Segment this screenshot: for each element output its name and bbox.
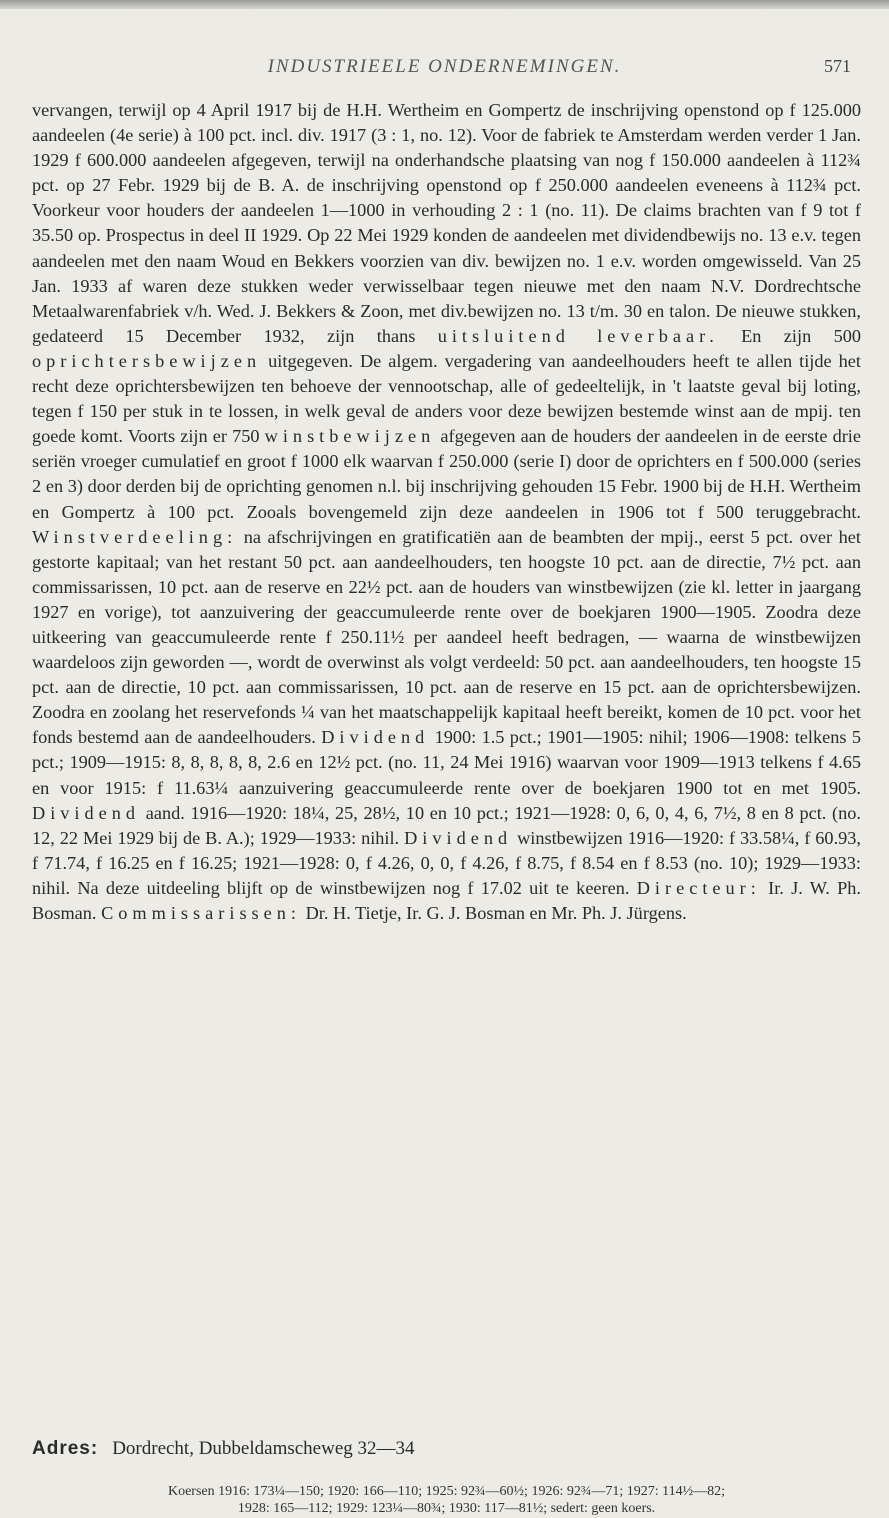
koersen-line-2: 1928: 165—112; 1929: 123¼—80¾; 1930: 117—81½; sedert: geen koers.	[237, 1501, 656, 1516]
address-label: Adres:	[32, 1438, 99, 1459]
text-segment: aand. 1916—1920: 18¼, 25, 28½, 10 en 10 pct.; 1921—1928: 0, 6, 0, 4, 6, 7½, 8 en 8 pct. (no. 12, 22 Mei 1929 bij de B. A.); 1929—1933: nihil.	[32, 802, 861, 848]
text-segment: Dr. H. Tietje, Ir. G. J. Bosman en Mr. Ph. J. Jürgens.	[305, 903, 687, 923]
text-segment: winstbewijzen 1916—1920: f 33.58¼, f 60.93, f 71.74, f 16.25 en f 16.25; 1921—1928: 0, f 4.26, 0, 0, f 4.26, f 8.75, f 8.54 en f 8.53 (no. 10); 1929—1933: nihil. Na deze uitdeeling blijft op de winstbewijzen nog f 17.02 uit te keeren.	[32, 827, 861, 898]
address-line	[32, 1438, 861, 1460]
text-segment: 1900: 1.5 pct.; 1901—1905: nihil; 1906—1908: telkens 5 pct.; 1909—1915: 8, 8, 8, 8, 8, 2.6 en 12½ pct. (no. 11, 24 Mei 1916) waarvan voor 1909—1913 telkens f 4.65 en voor 1915: f 11.63¼ aanzuivering geaccumuleerde rente over de boekjaren 1900 tot en met 1905.	[32, 727, 861, 798]
spaced-term: Dividend	[404, 827, 513, 848]
spaced-term: Dividend	[321, 727, 430, 748]
spaced-term: Directeur:	[636, 877, 761, 898]
koersen-footnote	[32, 1483, 861, 1517]
text-segment: uitgegeven. De algem. vergadering van aandeelhouders heeft te allen tijde het recht deze oprichtersbewijzen ten behoeve der vennootschap, alle of gedeeltelijk, in 't laatste geval bij loting, tegen f 150 per stuk in te lossen, in welk geval de anders voor deze bewijzen bestemde winst aan de mpij. ten goede komt. Voorts zijn er 750	[32, 350, 861, 447]
body-text	[32, 98, 861, 926]
page-header	[0, 56, 889, 90]
main-paragraph	[32, 98, 861, 926]
spaced-term: oprichtersbewijzen	[32, 350, 262, 371]
spaced-term: uitsluitend leverbaar.	[437, 325, 719, 346]
page-number: 571	[824, 56, 851, 76]
text-segment: Ir. J. W. Ph. Bosman.	[32, 877, 862, 923]
running-head: INDUSTRIEELE ONDERNEMINGEN.	[267, 56, 622, 77]
text-segment: na afschrijvingen en gratificatiën aan de beambten der mpij., eerst 5 pct. over het gestorte kapitaal; van het restant 50 pct. aan aandeelhouders, ten hoogste 10 pct. aan de directie, 7½ pct. aan commissarissen, 10 pct. aan de reserve en 22½ pct. aan de houders van winstbewijzen (zie kl. letter in jaargang 1927 en vorige), tot aanzuivering der geaccumuleerde rente over de boekjaren 1900—1905. Zoodra deze uitkeering van geaccumuleerde rente f 250.11½ per aandeel heeft bedragen, — waarna de winstbewijzen waardeloos zijn geworden —, wordt de overwinst als volgt verdeeld: 50 pct. aan aandeelhouders, ten hoogste 15 pct. aan de directie, 10 pct. aan commissarissen, 10 pct. aan de reserve en 15 pct. aan de oprichtersbewijzen. Zoodra en zoolang het reservefonds ¼ van het maatschappelijk kapitaal heeft bereikt, komen de 10 pct. voor het fonds bestemd aan de aandeelhouders.	[32, 526, 861, 748]
spaced-term: Winstverdeeling:	[32, 526, 238, 547]
address-value: Dordrecht, Dubbeldamscheweg 32—34	[112, 1438, 415, 1459]
scan-edge	[0, 0, 889, 9]
text-segment: afgegeven aan de houders der aandeelen in de eerste drie seriën vroeger cumulatief en groot f 1000 elk waarvan f 250.000 (serie I) door de oprichters en f 500.000 (series 2 en 3) door derden bij de oprichting genomen n.l. bij inschrijving gehouden 15 Febr. 1900 bij de H.H. Wertheim en Gompertz à 100 pct. Zooals bovengemeld zijn deze aandeelen in 1906 tot f 500 teruggebracht.	[32, 426, 861, 522]
spaced-term: winstbewijzen	[264, 426, 436, 447]
spaced-term: Commissarissen:	[101, 903, 302, 923]
koersen-line-1: Koersen 1916: 173¼—150; 1920: 166—110; 1925: 92¾—60½; 1926: 92¾—71; 1927: 114½—82;	[167, 1484, 725, 1499]
text-segment: En zijn 500	[741, 325, 861, 346]
spaced-term: Dividend	[32, 802, 141, 823]
text-segment: vervangen, terwijl op 4 April 1917 bij de H.H. Wertheim en Gompertz de inschrijving openstond op f 125.000 aandeelen (4e serie) à 100 pct. incl. div. 1917 (3 : 1, no. 12). Voor de fabriek te Amsterdam werden verder 1 Jan. 1929 f 600.000 aandeelen afgegeven, terwijl na onderhandsche plaatsing van nog f 150.000 aandeelen à 112¾ pct. op 27 Febr. 1929 bij de B. A. de inschrijving openstond op f 250.000 aandeelen eveneens à 112¾ pct. Voorkeur voor houders der aandeelen 1—1000 in verhouding 2 : 1 (no. 11). De claims brachten van f 9 tot f 35.50 op. Prospectus in deel II 1929. Op 22 Mei 1929 konden de aandeelen met dividendbewijs no. 13 e.v. tegen aandeelen met den naam Woud en Bekkers voorzien van div. bewijzen no. 1 e.v. worden omgewisseld. Van 25 Jan. 1933 af waren deze stukken weder verwisselbaar tegen nieuwe met den naam N.V. Dordrechtsche Metaalwarenfabriek v/h. Wed. J. Bekkers & Zoon, met div.bewijzen no. 13 t/m. 30 en talon. De nieuwe stukken, gedateerd 15 December 1932, zijn thans	[32, 100, 861, 346]
